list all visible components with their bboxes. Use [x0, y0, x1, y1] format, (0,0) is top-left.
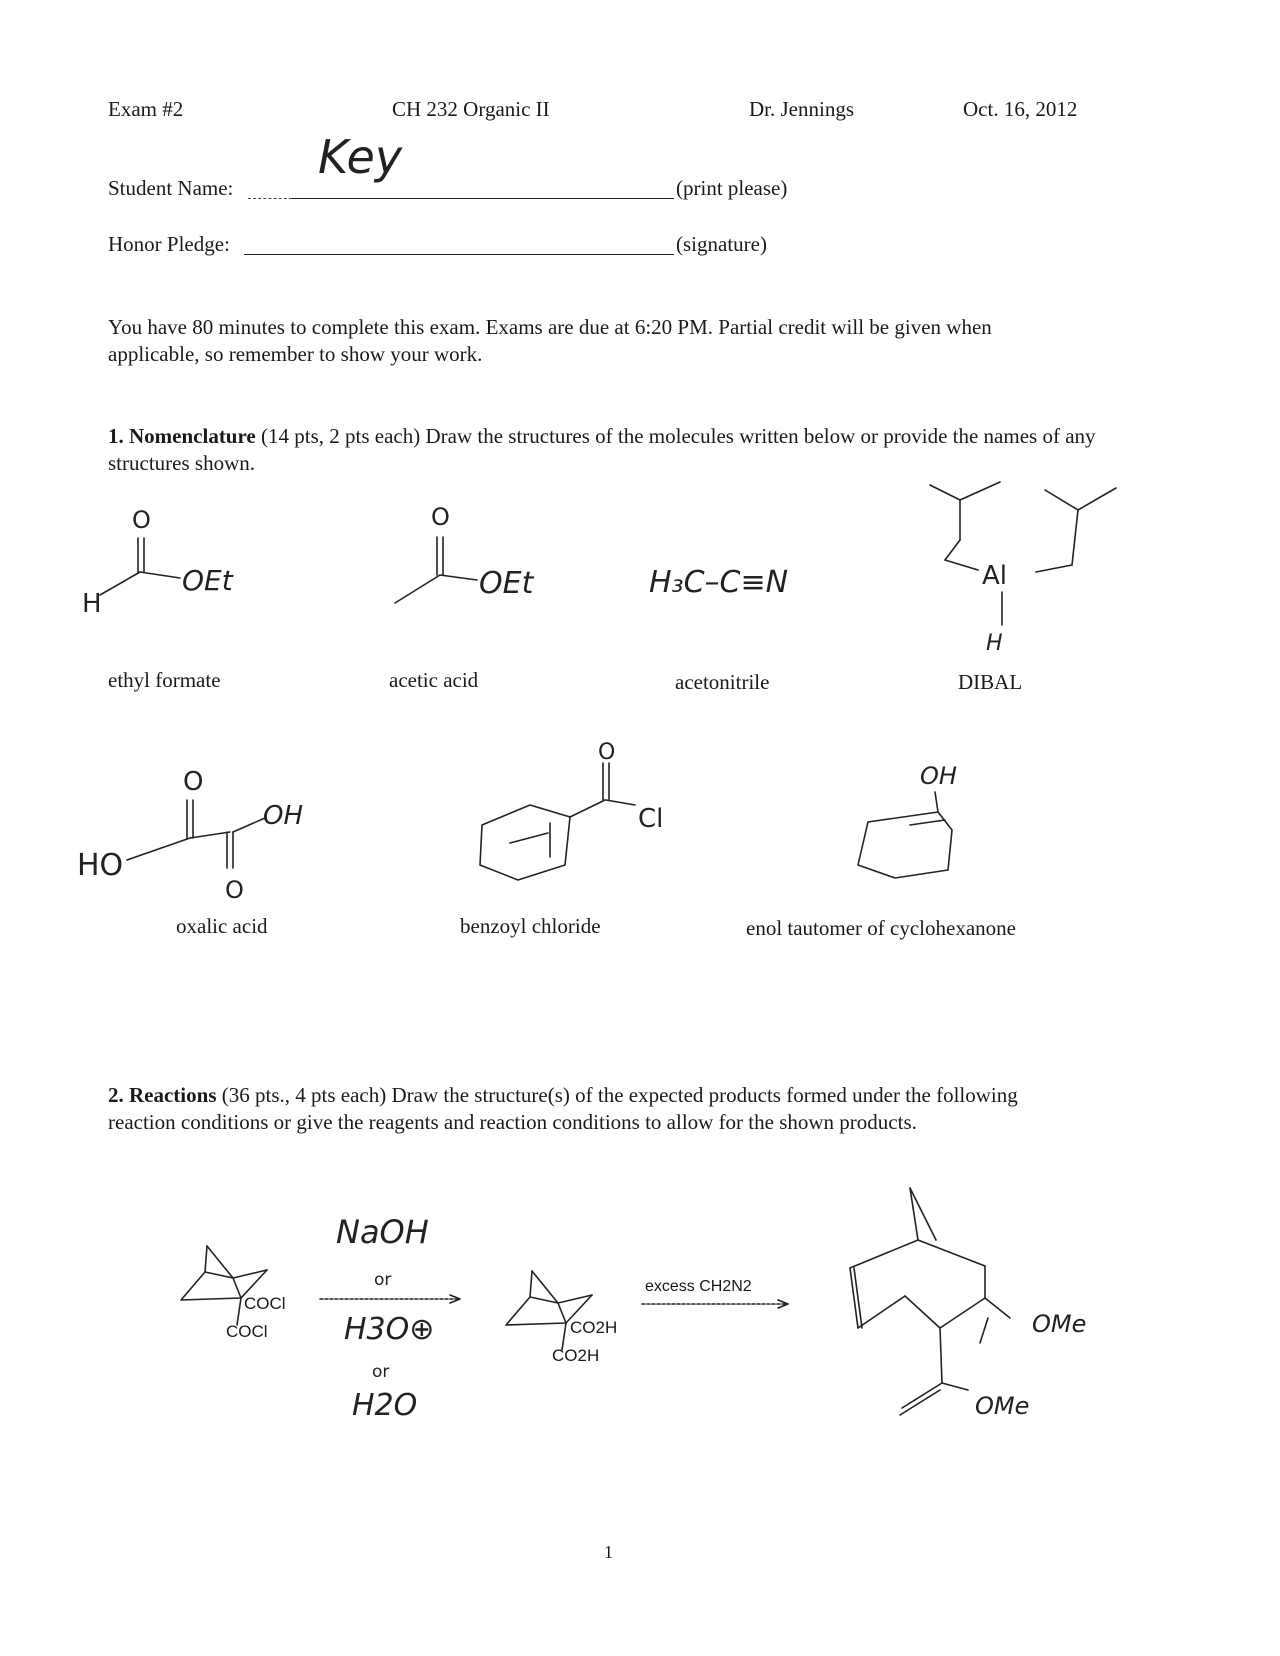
student-name-line[interactable]	[292, 198, 674, 199]
reaction-arrow-2	[640, 1298, 795, 1310]
q1-hand-o-3: O	[183, 767, 204, 797]
label-acetic-acid: acetic acid	[389, 668, 479, 692]
q2-text: Draw the structure(s) of the expected products formed under the following reaction conditions or give the reagents and reaction conditions to allow for the shown products.	[108, 1083, 1018, 1134]
q1-hand-oh: OH	[263, 801, 304, 831]
q1-hand-o-2: O	[431, 503, 450, 531]
label-dibal: DIBAL	[958, 670, 1023, 694]
instructor: Dr. Jennings	[749, 97, 854, 121]
q1-title: Nomenclature	[129, 424, 256, 448]
q1-hand-o-1: O	[132, 506, 151, 534]
honor-pledge-line[interactable]	[244, 254, 674, 255]
intermediate-group-1: CO2H	[570, 1318, 618, 1337]
reagent-h3o: H3O⊕	[344, 1312, 435, 1347]
reaction-arrow-1	[318, 1293, 468, 1305]
q1-hand-h-dibal: H	[986, 631, 1003, 656]
q1-number: 1.	[108, 424, 124, 448]
q1-hand-oet-1: OEt	[182, 564, 233, 597]
student-name-hint: (print please)	[676, 176, 788, 200]
benzoyl-chloride-structure	[470, 735, 690, 895]
label-acetonitrile: acetonitrile	[675, 670, 770, 694]
q1-hand-h3c-cn: H₃C–C≡N	[649, 565, 789, 600]
reagent-h2o: H2O	[352, 1388, 418, 1423]
honor-pledge-hint: (signature)	[676, 232, 767, 256]
label-ethyl-formate: ethyl formate	[108, 668, 221, 692]
exam-number: Exam #2	[108, 97, 184, 121]
label-oxalic-acid: oxalic acid	[176, 914, 268, 938]
reagent-or-1: or	[374, 1270, 392, 1290]
q2-number: 2.	[108, 1083, 124, 1107]
acetonitrile-structure	[645, 540, 865, 620]
reagent-2: excess CH2N2	[645, 1278, 752, 1295]
oxalic-acid-structure	[75, 760, 335, 910]
name-line-lead	[248, 198, 292, 199]
question-1-prompt	[108, 423, 1118, 477]
exam-date: Oct. 16, 2012	[963, 97, 1078, 121]
q1-points: (14 pts, 2 pts each)	[261, 424, 421, 448]
q1-hand-oet-2: OEt	[479, 566, 534, 601]
enol-structure	[840, 750, 1000, 890]
reagent-naoh: NaOH	[336, 1213, 429, 1251]
question-2-prompt	[108, 1082, 1068, 1136]
reactant-group-1: COCl	[244, 1294, 286, 1313]
ethyl-formate-structure	[80, 500, 280, 630]
student-name-value: Key	[318, 130, 403, 184]
q1-hand-h-1: H	[82, 589, 102, 619]
q1-hand-cl: Cl	[638, 804, 664, 834]
reagent-or-2: or	[372, 1362, 390, 1382]
course-title: CH 232 Organic II	[392, 97, 550, 121]
reactant-group-2: COCl	[226, 1322, 268, 1341]
acetic-acid-structure	[385, 495, 585, 625]
q2-title: Reactions	[129, 1083, 217, 1107]
dibal-structure	[920, 470, 1140, 670]
student-name-label: Student Name:	[108, 176, 234, 200]
q1-hand-al: Al	[982, 561, 1008, 591]
instructions: You have 80 minutes to complete this exam. Exams are due at 6:20 PM. Partial credit will be given when applicable, so remember to show your work.	[108, 315, 992, 366]
q2-points: (36 pts., 4 pts each)	[221, 1083, 387, 1107]
q1-text: Draw the structures of the molecules written below or provide the names of any structures shown.	[108, 424, 1096, 475]
intermediate-group-2: CO2H	[552, 1346, 600, 1365]
q1-hand-ho: HO	[77, 848, 124, 883]
product-group-1: OMe	[1032, 1310, 1087, 1338]
page-number: 1	[604, 1542, 613, 1562]
honor-pledge-label: Honor Pledge:	[108, 232, 230, 256]
label-benzoyl-chloride: benzoyl chloride	[460, 914, 601, 938]
product-group-2: OMe	[975, 1392, 1030, 1420]
label-enol-tautomer: enol tautomer of cyclohexanone	[746, 916, 1016, 940]
q1-hand-oh-enol: OH	[920, 762, 957, 790]
q1-hand-o-4: O	[225, 876, 244, 904]
q1-hand-o-5: O	[598, 740, 616, 765]
